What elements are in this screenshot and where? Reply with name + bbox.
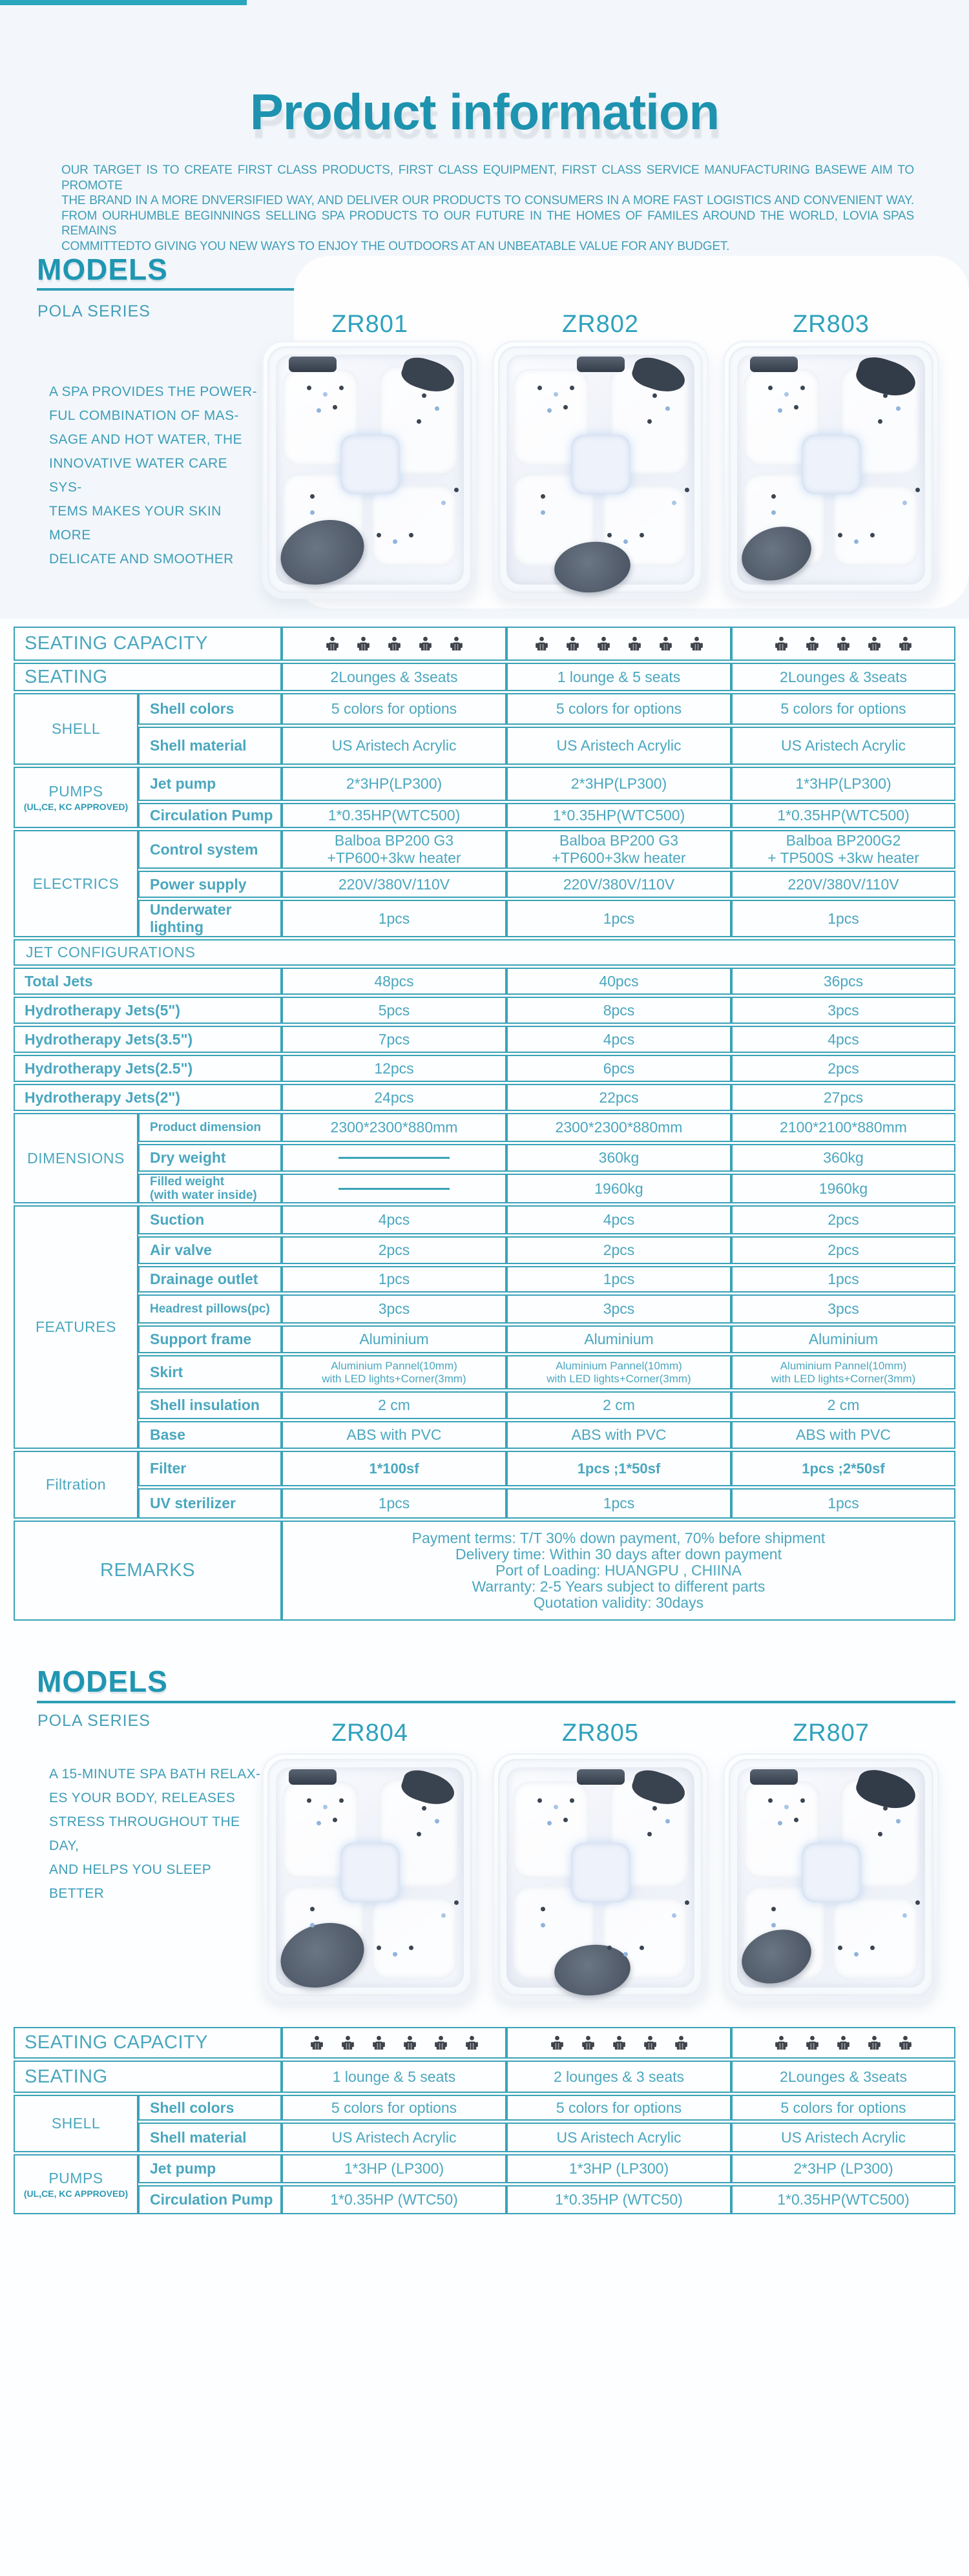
spec-label-cell: Underwater lighting [138,900,282,937]
tub-headrest [750,357,798,372]
remarks-line: Payment terms: T/T 30% down payment, 70% before shipment [412,1530,826,1546]
spec-value-cell: US Aristech Acrylic [282,2123,506,2152]
table-row [14,2061,955,2093]
spec-value-cell: 1*3HP(LP300) [731,767,955,801]
spec-label-cell: Air valve [138,1236,282,1264]
seating-icons-cell [282,2027,506,2059]
spec-value-cell: 22pcs [506,1084,731,1111]
spec-value-cell: 5 colors for options [282,2095,506,2121]
spec-value-cell: 8pcs [506,997,731,1024]
tub-footwell [802,1843,861,1902]
spec-value-cell: Balboa BP200 G3 +TP600+3kw heater [506,830,731,869]
spec-value-cell: 1*0.35HP(WTC500) [731,2185,955,2214]
hot-tub-image-zr801 [262,340,478,599]
person-icon [581,2035,595,2050]
text-line: OUR TARGET IS TO CREATE FIRST CLASS PRODUCTS, FIRST CLASS EQUIPMENT, FIRST CLASS SERVICE MANUFACTURING BASEWE AIM TO PROMOTE [61,163,914,192]
person-icon [628,636,641,651]
spec-value-cell: 1*3HP (LP300) [506,2154,731,2183]
person-icon [465,2035,479,2050]
table-row [14,900,955,937]
spec-value-cell: 2 cm [731,1391,955,1419]
text-line: TEMS MAKES YOUR SKIN MORE [49,504,222,543]
spec-value-cell: 4pcs [506,1205,731,1234]
spec-label-cell: Skirt [138,1355,282,1389]
section1-model-names [0,311,969,342]
person-icon [806,2035,819,2050]
spec-value-cell: 1960kg [731,1174,955,1203]
group-label-note: (UL,CE, KC APPROVED) [23,802,129,812]
spec-value-cell: Aluminium [506,1325,731,1353]
page-title: Product information [249,83,720,140]
spec-value-cell: 5 colors for options [506,2095,731,2121]
person-icon [868,636,881,651]
spec-value-cell: 36pcs [731,968,955,995]
model-name-zr801: ZR801 [331,311,409,338]
tub-jets-dots [262,340,266,345]
spec-value-cell: 1*0.35HP(WTC500) [731,803,955,828]
dash-line [339,1188,450,1190]
spec-value-cell: 2Lounges & 3seats [282,663,506,691]
spec-value-cell: 2300*2300*880mm [282,1113,506,1142]
group-label-cell: PUMPS (UL,CE, KC APPROVED) [14,767,138,828]
row-label-cell: Hydrotherapy Jets(2") [14,1084,282,1111]
spec-label-cell: Shell colors [138,2095,282,2121]
spec-value-cell: US Aristech Acrylic [731,727,955,765]
section2-model-names [0,1719,969,1750]
spec-label-cell: Product dimension [138,1113,282,1142]
model-name-zr802: ZR802 [561,311,640,338]
spec-value-cell: 40pcs [506,968,731,995]
spec-value-cell: 4pcs [506,1026,731,1053]
tub-jets-dots [492,1753,497,1758]
spec-label-cell: Jet pump [138,2154,282,2183]
spec-value-cell: 5 colors for options [731,2095,955,2121]
person-icon [372,2035,386,2050]
table-row [14,1355,955,1389]
spec-value-cell: 27pcs [731,1084,955,1111]
tub-headrest [577,1769,625,1785]
table-row [14,1391,955,1419]
spec-label-cell: Power supply [138,871,282,898]
row-label-cell: Total Jets [14,968,282,995]
table-row [14,830,955,869]
table-row [14,1236,955,1264]
spec-value-cell: 7pcs [282,1026,506,1053]
tub-headrest [577,357,625,372]
person-icon [566,636,579,651]
text-line: COMMITTEDTO GIVING YOU NEW WAYS TO ENJOY THE OUTDOORS AT AN UNBEATABLE VALUE FOR ANY BUDGET. [61,239,730,253]
person-icon [837,2035,850,2050]
spec-value-cell: US Aristech Acrylic [506,2123,731,2152]
hot-tub-image-zr803 [723,340,939,599]
tub-footwell [571,1843,630,1902]
person-icon [612,2035,626,2050]
person-icon [674,2035,688,2050]
tub-footwell [340,435,400,494]
table-row [14,1205,955,1234]
spec-value-cell: 2*3HP(LP300) [506,767,731,801]
spec-value-cell: 2*3HP (LP300) [731,2154,955,2183]
table-row [14,1266,955,1293]
section1-heading: MODELS [37,253,168,286]
remarks-line: Port of Loading: HUANGPU , CHIINA [495,1562,742,1579]
table-row [14,727,955,765]
group-label-cell: FEATURES [14,1205,138,1449]
spec-value-cell: 2pcs [282,1236,506,1264]
model-name-zr804: ZR804 [331,1719,409,1747]
spec-value-cell: 2 cm [506,1391,731,1419]
group-label-note: (UL,CE, KC APPROVED) [23,2188,129,2199]
person-icon [310,2035,324,2050]
remarks-line: Quotation validity: 30days [533,1594,704,1611]
person-icon [450,636,463,651]
spec-value-cell: 2*3HP(LP300) [282,767,506,801]
spec-value-cell: 5 colors for options [731,693,955,725]
spec-value-cell: 24pcs [282,1084,506,1111]
text-line: ES YOUR BODY, RELEASES [49,1791,236,1805]
spec-value-cell: Aluminium Pannel(10mm) with LED lights+Corner(3mm) [731,1355,955,1389]
spec-value-cell: 220V/380V/110V [506,871,731,898]
person-icon [597,636,610,651]
spec-table-1 [14,625,955,1623]
spec-value-cell: Aluminium [282,1325,506,1353]
seating-icons-cell [731,627,955,661]
text-line: INNOVATIVE WATER CARE SYS- [49,456,227,495]
remarks-line: Warranty: 2-5 Years subject to different parts [472,1578,766,1595]
spec-label-cell: Jet pump [138,767,282,801]
table-row [14,939,955,966]
table-row [14,871,955,898]
section2-heading-rule [37,1701,955,1703]
table-row [14,1294,955,1324]
row-label-cell: Hydrotherapy Jets(5") [14,997,282,1024]
text-line: SAGE AND HOT WATER, THE [49,432,242,447]
row-label-cell: SEATING [14,663,282,691]
table-row [14,1144,955,1172]
person-icon [659,636,672,651]
hot-tub-image-zr807 [723,1753,939,2002]
text-line: THE BRAND IN A MORE DNVERSIFIED WAY, AND DELIVER OUR PRODUCTS TO CONSUMERS IN A MORE FAST LOGISTICS AND CONVENIENT WAY. [61,194,914,207]
tub-footwell [571,435,630,494]
tub-footwell [340,1843,400,1902]
spec-value-cell: 2 cm [282,1391,506,1419]
spec-value-cell: Aluminium Pannel(10mm) with LED lights+Corner(3mm) [506,1355,731,1389]
spec-label-cell: Shell colors [138,693,282,725]
section-header-cell: JET CONFIGURATIONS [14,939,955,966]
model-name-zr803: ZR803 [792,311,870,338]
person-icon [535,636,548,651]
spec-value-cell: 3pcs [731,997,955,1024]
spec-value-cell: Aluminium [731,1325,955,1353]
person-icon [775,2035,788,2050]
spec-label-cell: Control system [138,830,282,869]
section1-series-label: POLA SERIES [37,302,151,320]
spec-label-cell: UV sterilizer [138,1488,282,1519]
intro-paragraph [61,163,914,254]
seating-capacity-icons [508,636,730,651]
spec-value-cell: US Aristech Acrylic [731,2123,955,2152]
spec-value-cell: 1pcs [506,900,731,937]
spec-value-cell: ABS with PVC [731,1421,955,1449]
seating-capacity-icons [283,2035,505,2050]
seating-icons-cell [506,627,731,661]
spec-value-cell: 2pcs [731,1205,955,1234]
section2-description [49,1762,262,1906]
tub-jets-dots [723,340,727,345]
spec-label-cell: Shell material [138,727,282,765]
spec-label-cell: Shell insulation [138,1391,282,1419]
spec-label-cell: Circulation Pump [138,803,282,828]
table-row [14,627,955,661]
spec-label-cell: Base [138,1421,282,1449]
spec-label-cell: Filter [138,1451,282,1486]
person-icon [775,636,788,651]
spec-value-cell: 1 lounge & 5 seats [506,663,731,691]
spec-label-cell: Circulation Pump [138,2185,282,2214]
group-label-cell: Filtration [14,1451,138,1519]
spec-value-cell: 1960kg [506,1174,731,1203]
spec-value-cell: 1pcs [731,1488,955,1519]
remarks-cell [282,1521,955,1621]
spec-value-cell: 1pcs ;2*50sf [731,1451,955,1486]
group-label-cell: ELECTRICS [14,830,138,937]
spec-value-cell: 2pcs [731,1055,955,1082]
spec-value-cell: 2Lounges & 3seats [731,2061,955,2093]
text-line: FROM OURHUMBLE BEGINNINGS SELLING SPA PRODUCTS TO OUR FUTURE IN THE HOMES OF FAMILES AROUND THE WORLD, LOVIA SPAS REMAINS [61,209,914,238]
spec-value-cell: ABS with PVC [506,1421,731,1449]
tub-seat [833,1898,918,1979]
text-line: STRESS THROUGHOUT THE DAY, [49,1814,240,1853]
table-row [14,1325,955,1353]
table-row [14,2123,955,2152]
person-icon [837,636,850,651]
spec-value-cell: 1*0.35HP (WTC50) [282,2185,506,2214]
group-label-cell: SHELL [14,693,138,765]
spec-value-cell: 1pcs [731,1266,955,1293]
spec-value-cell: 1pcs ;1*50sf [506,1451,731,1486]
spec-value-cell: 3pcs [506,1294,731,1324]
table-row [14,2027,955,2059]
spec-value-cell: 360kg [731,1144,955,1172]
spec-table-2 [14,2025,955,2216]
table-row [14,997,955,1024]
model-name-zr805: ZR805 [561,1719,640,1747]
tub-jets-dots [723,1753,727,1758]
seating-capacity-icons [283,636,505,651]
spec-value-cell: Balboa BP200G2 + TP500S +3kw heater [731,830,955,869]
spec-value-cell: 1pcs [506,1488,731,1519]
text-line: A SPA PROVIDES THE POWER- [49,384,257,399]
spec-value-cell: 5 colors for options [282,693,506,725]
spec-value-cell: 3pcs [282,1294,506,1324]
hot-tub-image-zr804 [262,1753,478,2002]
table-row [14,803,955,828]
spec-label-cell: Suction [138,1205,282,1234]
spec-value-cell: 1*3HP (LP300) [282,2154,506,2183]
spec-value-cell: 220V/380V/110V [731,871,955,898]
text-line: FUL COMBINATION OF MAS- [49,408,239,423]
table-row [14,2095,955,2121]
table-row [14,1174,955,1203]
table-row [14,693,955,725]
remarks-line: Delivery time: Within 30 days after down payment [455,1546,782,1563]
spec-value-cell: 2pcs [506,1236,731,1264]
spec-label-cell: Drainage outlet [138,1266,282,1293]
tub-headrest [289,357,337,372]
table-row [14,767,955,801]
text-line: AND HELPS YOU SLEEP BETTER [49,1862,211,1901]
row-label-cell: Hydrotherapy Jets(3.5") [14,1026,282,1053]
spec-value-cell: 4pcs [282,1205,506,1234]
row-label-cell: SEATING CAPACITY [14,627,282,661]
tub-seat [833,485,918,566]
model-name-zr807: ZR807 [792,1719,870,1747]
person-icon [868,2035,881,2050]
text-line: DELICATE AND SMOOTHER [49,552,234,566]
spec-value-cell: 2100*2100*880mm [731,1113,955,1142]
tub-footwell [802,435,861,494]
spec-value-cell: 360kg [506,1144,731,1172]
spec-label-cell: Filled weight (with water inside) [138,1174,282,1203]
section2-series-label: POLA SERIES [37,1712,151,1730]
table-row [14,1421,955,1449]
spec-value-cell: ABS with PVC [282,1421,506,1449]
spec-label-cell: Support frame [138,1325,282,1353]
spec-label-cell: Dry weight [138,1144,282,1172]
person-icon [806,636,819,651]
spec-value-cell: 1*0.35HP(WTC500) [506,803,731,828]
spec-value-cell: 1pcs [506,1266,731,1293]
group-label-cell: PUMPS (UL,CE, KC APPROVED) [14,2154,138,2214]
row-label-cell: REMARKS [14,1521,282,1621]
table-row [14,663,955,691]
tub-headrest [289,1769,337,1785]
person-icon [341,2035,355,2050]
spec-value-cell: 220V/380V/110V [282,871,506,898]
spec-value-cell: US Aristech Acrylic [506,727,731,765]
table-row [14,1055,955,1082]
section1-description [49,380,262,571]
spec-value-cell: 1 lounge & 5 seats [282,2061,506,2093]
group-label-cell: DIMENSIONS [14,1113,138,1203]
table-row [14,1084,955,1111]
spec-value-cell: 1pcs [282,1488,506,1519]
tub-seat [371,485,457,566]
spec-value-cell: 4pcs [731,1026,955,1053]
person-icon [357,636,370,651]
person-icon [899,636,912,651]
group-label-cell: SHELL [14,2095,138,2152]
seating-icons-cell [731,2027,955,2059]
spec-value-cell: Balboa BP200 G3 +TP600+3kw heater [282,830,506,869]
person-icon [690,636,703,651]
spec-value-cell: 1pcs [282,1266,506,1293]
dash-line [339,1157,450,1159]
row-label-cell: SEATING [14,2061,282,2093]
spec-value-cell: 5pcs [282,997,506,1024]
spec-value-cell: 2Lounges & 3seats [731,663,955,691]
table-row [14,2185,955,2214]
table-row [14,1026,955,1053]
hot-tub-image-zr805 [492,1753,709,2002]
empty-value-cell [282,1144,506,1172]
table-row [14,2154,955,2183]
table-row [14,1113,955,1142]
table-row [14,1488,955,1519]
spec-value-cell: 2300*2300*880mm [506,1113,731,1142]
person-icon [419,636,432,651]
row-label-cell: SEATING CAPACITY [14,2027,282,2059]
seating-capacity-icons [508,2035,730,2050]
spec-value-cell: 2 lounges & 3 seats [506,2061,731,2093]
seating-icons-cell [506,2027,731,2059]
person-icon [388,636,401,651]
spec-value-cell: Aluminium Pannel(10mm) with LED lights+Corner(3mm) [282,1355,506,1389]
spec-value-cell: 5 colors for options [506,693,731,725]
spec-value-cell: US Aristech Acrylic [282,727,506,765]
table-row [14,968,955,995]
spec-value-cell: 1*100sf [282,1451,506,1486]
spec-label-cell: Shell material [138,2123,282,2152]
spec-value-cell: 48pcs [282,968,506,995]
spec-value-cell: 1*0.35HP(WTC500) [282,803,506,828]
row-label-cell: Hydrotherapy Jets(2.5") [14,1055,282,1082]
seating-capacity-icons [733,636,954,651]
person-icon [643,2035,657,2050]
seating-capacity-icons [733,2035,954,2050]
spec-value-cell: 1*0.35HP (WTC50) [506,2185,731,2214]
spec-value-cell: 3pcs [731,1294,955,1324]
spec-label-cell: Headrest pillows(pc) [138,1294,282,1324]
top-accent-bar [0,0,247,5]
seating-icons-cell [282,627,506,661]
hot-tub-image-zr802 [492,340,709,599]
empty-value-cell [282,1174,506,1203]
tub-seat [371,1898,457,1979]
section2-heading: MODELS [37,1665,168,1698]
person-icon [403,2035,417,2050]
person-icon [550,2035,564,2050]
spec-value-cell: 6pcs [506,1055,731,1082]
table-row [14,1521,955,1621]
text-line: A 15-MINUTE SPA BATH RELAX- [49,1767,261,1781]
spec-value-cell: 1pcs [282,900,506,937]
person-icon [899,2035,912,2050]
table-row [14,1451,955,1486]
spec-value-cell: 12pcs [282,1055,506,1082]
spec-value-cell: 1pcs [731,900,955,937]
tub-jets-dots [492,340,497,345]
spec-value-cell: 2pcs [731,1236,955,1264]
tub-headrest [750,1769,798,1785]
person-icon [326,636,339,651]
tub-jets-dots [262,1753,266,1758]
person-icon [434,2035,448,2050]
